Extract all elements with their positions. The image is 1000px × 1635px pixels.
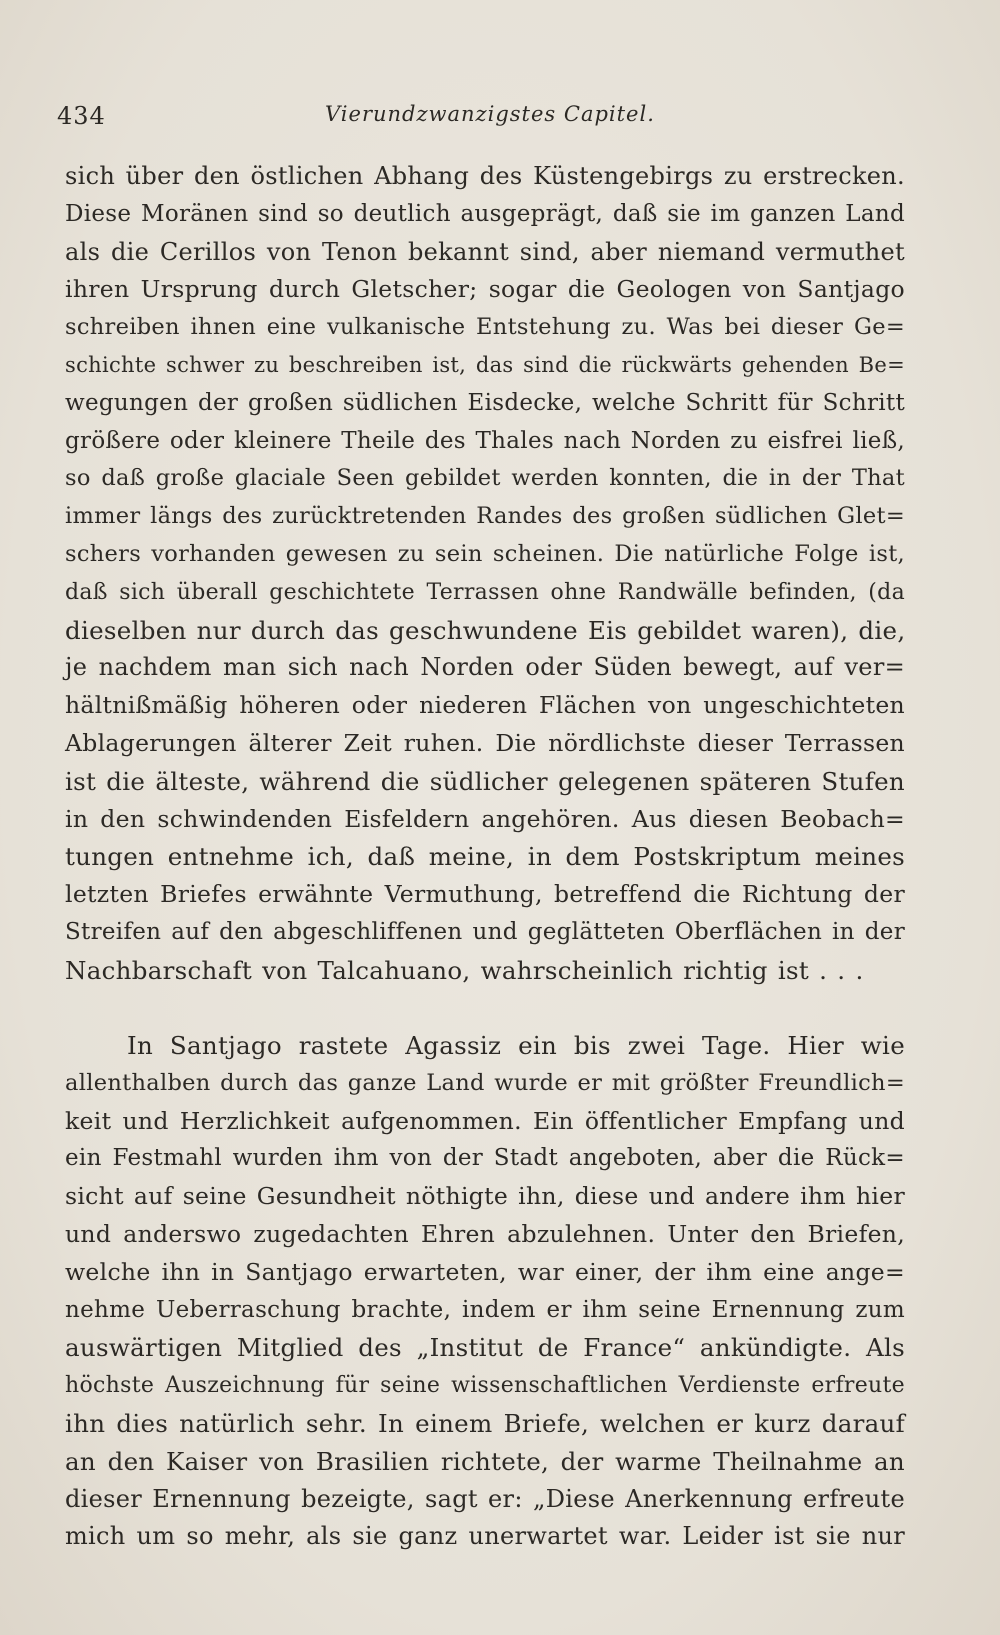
paragraph-2: [65, 1027, 905, 1556]
text-line: je nachdem man sich nach Norden oder Süden bewegt, auf ver=: [65, 653, 905, 682]
text-line: In Santjago rastete Agassiz ein bis zwei Tage. Hier wie: [127, 1031, 905, 1060]
text-line: ihren Ursprung durch Gletscher; sogar die Geologen von Santjago: [65, 275, 905, 304]
text-line: ihn dies natürlich sehr. In einem Briefe, welchen er kurz darauf: [65, 1408, 905, 1438]
text-line: welche ihn in Santjago erwarteten, war einer, der ihm eine ange=: [65, 1257, 905, 1286]
text-line: daß sich überall geschichtete Terrassen ohne Randwälle befinden, (da: [65, 579, 905, 605]
text-line: Streifen auf den abgeschliffenen und geglätteten Oberflächen in der: [65, 918, 905, 945]
text-line: schreiben ihnen eine vulkanische Entstehung zu. Was bei dieser Ge=: [65, 314, 905, 341]
text-line: allenthalben durch das ganze Land wurde er mit größter Freundlich=: [65, 1069, 905, 1096]
text-line: dieselben nur durch das geschwundene Eis gebildet waren), die,: [65, 615, 906, 645]
text-line: ist die älteste, während die südlicher gelegenen späteren Stufen: [65, 766, 905, 796]
text-line: letzten Briefes erwähnte Vermuthung, betreffend die Richtung der: [65, 880, 905, 909]
text-line: in den schwindenden Eisfeldern angehören. Aus diesen Beobach=: [65, 804, 905, 833]
text-line: an den Kaiser von Brasilien richtete, der warme Theilnahme an: [65, 1446, 905, 1476]
page-number: 434: [57, 102, 106, 130]
text-line: tungen entnehme ich, daß meine, in dem Postskriptum meines: [65, 842, 905, 872]
text-line: ein Festmahl wurden ihm von der Stadt angeboten, aber die Rück=: [65, 1145, 905, 1172]
text-line: schers vorhanden gewesen zu sein scheinen. Die natürliche Folge ist,: [65, 540, 905, 567]
text-line: Nachbarschaft von Talcahuano, wahrscheinlich richtig ist . . .: [65, 955, 864, 985]
text-line: schichte schwer zu beschreiben ist, das sind die rückwärts gehenden Be=: [65, 352, 905, 377]
paragraph-1: [65, 158, 905, 990]
text-line: größere oder kleinere Theile des Thales nach Norden zu eisfrei ließ,: [65, 427, 905, 454]
text-line: mich um so mehr, als sie ganz unerwartet war. Leider ist sie nur: [65, 1522, 905, 1551]
text-line: höchste Auszeichnung für seine wissenschaftlichen Verdienste erfreute: [65, 1373, 905, 1399]
text-line: immer längs des zurücktretenden Randes des großen südlichen Glet=: [65, 503, 905, 530]
running-head: Vierundzwanzigstes Capitel.: [325, 102, 655, 126]
text-line: sich über den östlichen Abhang des Küstengebirgs zu erstrecken.: [65, 162, 905, 190]
text-line: als die Cerillos von Tenon bekannt sind, aber niemand vermuthet: [65, 237, 905, 266]
text-line: und anderswo zugedachten Ehren abzulehnen. Unter den Briefen,: [65, 1219, 905, 1248]
text-line: wegungen der großen südlichen Eisdecke, welche Schritt für Schritt: [65, 389, 905, 416]
text-line: sicht auf seine Gesundheit nöthigte ihn, diese und andere ihm hier: [65, 1182, 905, 1211]
text-line: dieser Ernennung bezeigte, sagt er: „Diese Anerkennung erfreute: [65, 1484, 905, 1513]
text-line: auswärtigen Mitglied des „Institut de France“ ankündigte. Als: [65, 1333, 905, 1363]
text-line: Ablagerungen älterer Zeit ruhen. Die nördlichste dieser Terrassen: [65, 728, 905, 757]
text-line: nehme Ueberraschung brachte, indem er ihm seine Ernennung zum: [65, 1296, 905, 1323]
text-line: hältnißmäßig höheren oder niederen Flächen von ungeschichteten: [65, 691, 905, 720]
text-line: so daß große glaciale Seen gebildet werden konnten, die in der That: [65, 465, 905, 492]
text-line: keit und Herzlichkeit aufgenommen. Ein öffentlicher Empfang und: [65, 1106, 905, 1135]
text-line: Diese Moränen sind so deutlich ausgeprägt, daß sie im ganzen Land: [65, 200, 905, 227]
